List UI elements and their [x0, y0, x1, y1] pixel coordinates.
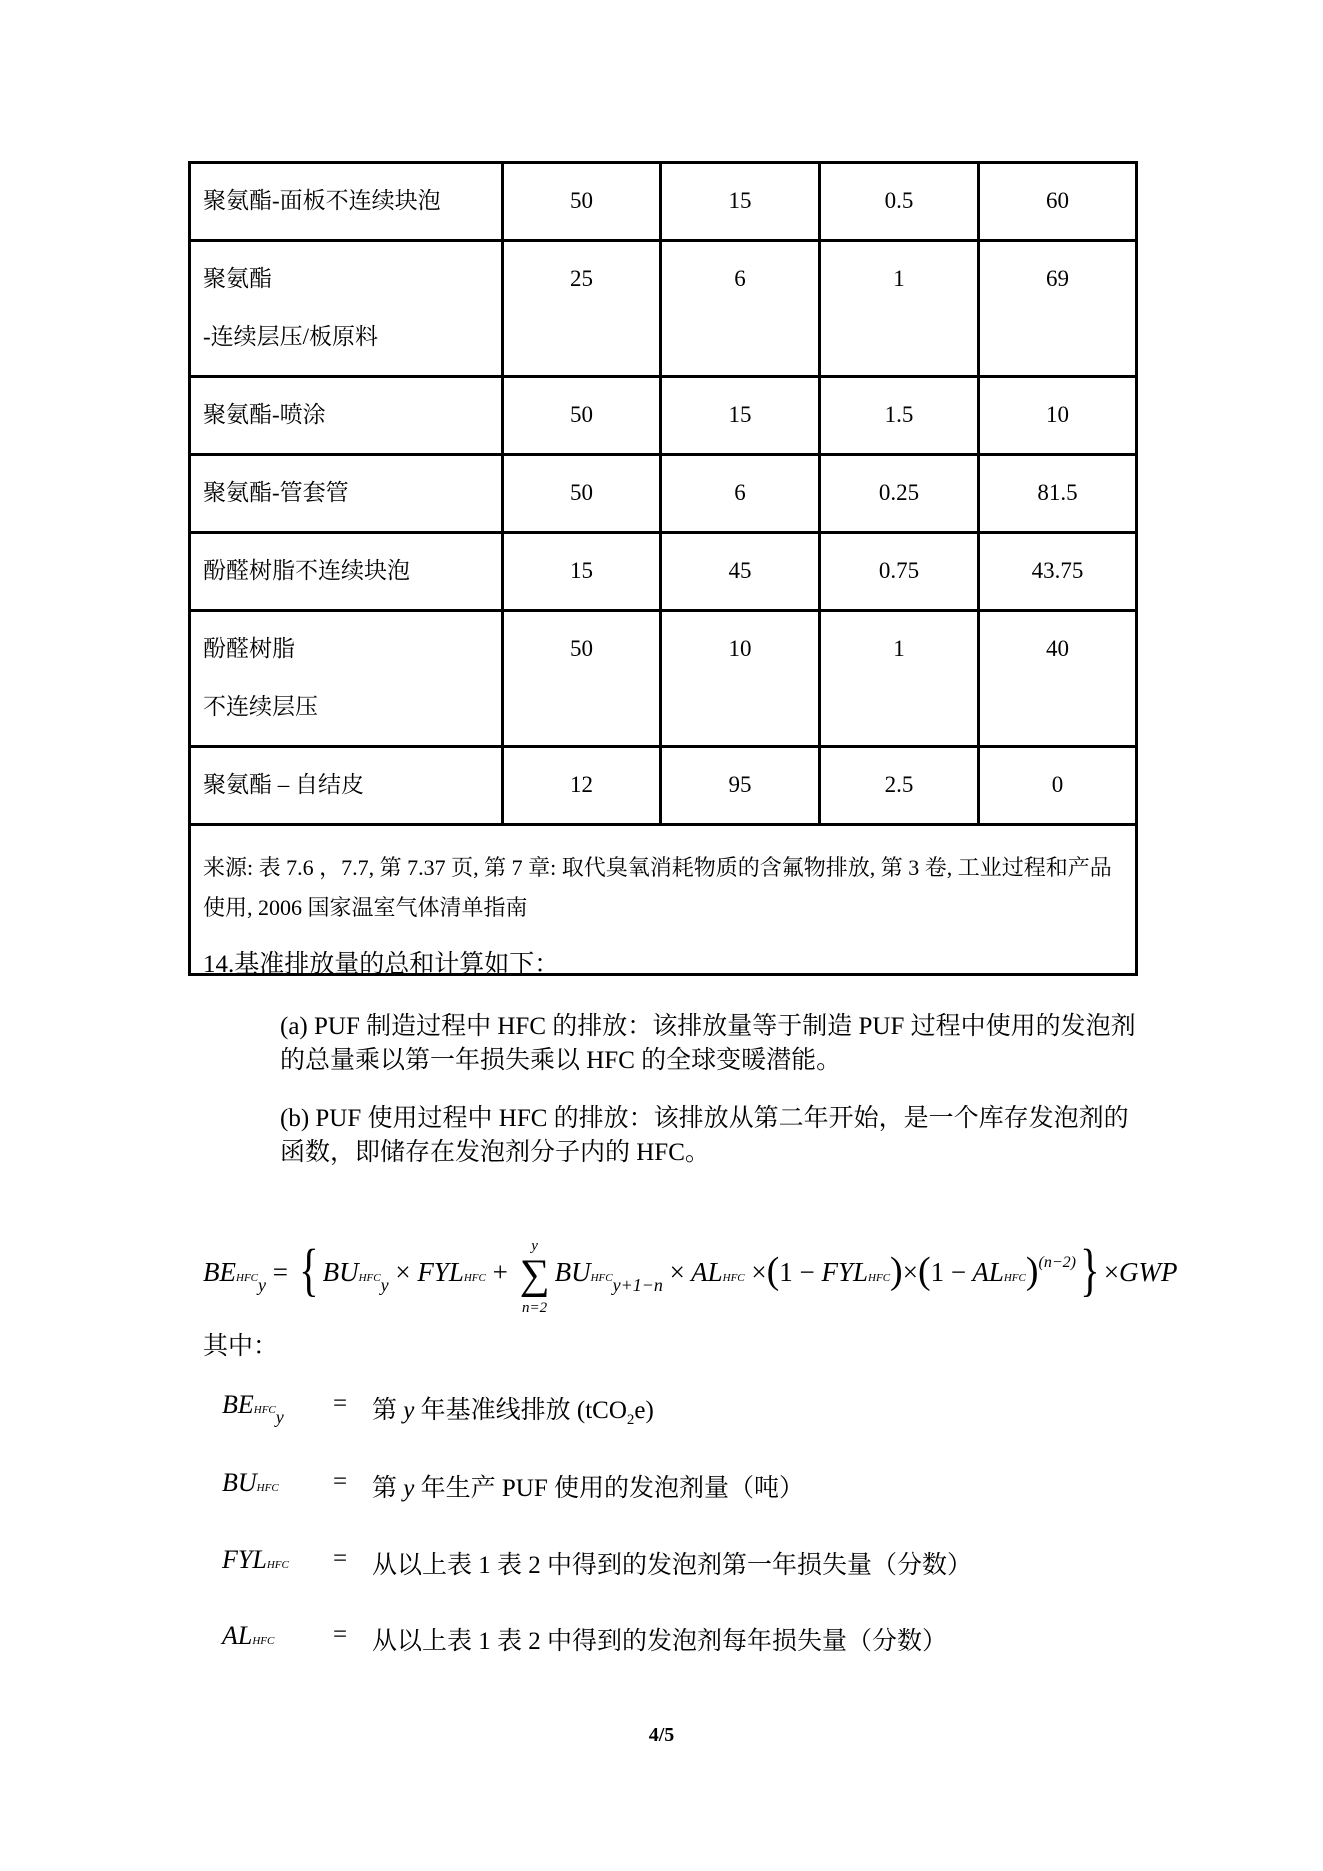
section-14-heading: 14.基准排放量的总和计算如下： — [203, 951, 560, 978]
definition-description: 从以上表 1 表 2 中得到的发泡剂每年损失量（分数） — [372, 1628, 948, 1655]
formula-fyl: FYLHFC — [821, 1257, 891, 1287]
definition-al — [222, 1621, 1122, 1661]
definition-equals: = — [333, 1545, 348, 1572]
table-cell-value: 50 — [503, 455, 661, 533]
formula-times: × — [902, 1257, 918, 1287]
definition-symbol: BUHFC — [222, 1468, 279, 1497]
formula-be: $BEHFC_y$ — [203, 1257, 266, 1295]
table-cell-value: 2.5 — [820, 747, 979, 825]
table-cell-value: 15 — [661, 163, 820, 241]
right-brace: } — [1080, 1237, 1100, 1302]
table-cell-value: 0.5 — [820, 163, 979, 241]
table-cell-value: 50 — [503, 377, 661, 455]
left-paren: ( — [766, 1250, 780, 1292]
definition-description: 第 y 年生产 PUF 使用的发泡剂量（吨） — [372, 1475, 804, 1502]
table-cell-foam-type: 聚氨酯-面板不连续块泡 — [190, 163, 503, 241]
definition-symbol: ALHFC — [222, 1621, 275, 1650]
table-row — [190, 747, 1137, 825]
definition-equals: = — [333, 1468, 348, 1495]
table-cell-foam-type: 聚氨酯-喷涂 — [190, 377, 503, 455]
table-cell-value: 15 — [503, 533, 661, 611]
table-cell-value: 40 — [979, 611, 1137, 747]
table-cell-value: 69 — [979, 241, 1137, 377]
formula-one-minus: 1 − — [930, 1257, 967, 1287]
table-cell-value: 25 — [503, 241, 661, 377]
table-cell-value: 1 — [820, 611, 979, 747]
formula-one-minus: 1 − — [779, 1257, 815, 1287]
table-cell-value: 10 — [661, 611, 820, 747]
definition-description: 从以上表 1 表 2 中得到的发泡剂第一年损失量（分数） — [372, 1552, 973, 1579]
left-paren: ( — [917, 1250, 931, 1292]
table-cell-value: 0 — [979, 747, 1137, 825]
where-label: 其中： — [203, 1333, 279, 1360]
table-row — [190, 163, 1137, 241]
formula-fyl: FYLHFC — [417, 1257, 486, 1287]
table-cell-value: 50 — [503, 163, 661, 241]
table-cell-value: 12 — [503, 747, 661, 825]
formula-bu: $BUHFC_y$ — [322, 1257, 389, 1295]
definition-symbol: $BEHFC_y$ — [222, 1390, 284, 1427]
formula-times: × — [669, 1257, 685, 1287]
table-cell-value: 81.5 — [979, 455, 1137, 533]
table-cell-value: 6 — [661, 241, 820, 377]
table-cell-value: 45 — [661, 533, 820, 611]
table-cell-foam-type: 聚氨酯-管套管 — [190, 455, 503, 533]
formula-plus: + — [492, 1257, 508, 1287]
table-row — [190, 455, 1137, 533]
definition-symbol: FYLHFC — [222, 1545, 289, 1574]
table-cell-value: 1.5 — [820, 377, 979, 455]
table-cell-foam-type: 聚氨酯 – 自结皮 — [190, 747, 503, 825]
formula-times: × — [751, 1257, 767, 1287]
table-cell-value: 0.75 — [820, 533, 979, 611]
definition-fyl — [222, 1545, 1122, 1585]
baseline-emission-formula — [203, 1206, 1178, 1316]
table-row — [190, 533, 1137, 611]
table-cell-value: 6 — [661, 455, 820, 533]
formula-bu-lag: $BUHFC_{y+1-n}$ — [554, 1257, 663, 1295]
definition-description: 第 y 年基准线排放 (tCO$_2$e) — [372, 1397, 654, 1428]
table-cell-value: 95 — [661, 747, 820, 825]
page-number: 4/5 — [648, 1724, 675, 1746]
formula-times: × — [395, 1257, 411, 1287]
blowing-agent-loss-table — [188, 161, 1138, 976]
definition-equals: = — [333, 1621, 348, 1648]
table-cell-value: 43.75 — [979, 533, 1137, 611]
formula-al: ALHFC — [972, 1257, 1026, 1287]
formula-equals: = — [272, 1257, 288, 1287]
right-paren: ) — [1025, 1250, 1039, 1292]
formula-al: ALHFC — [691, 1257, 745, 1287]
summation-symbol: y ∑ n=2 — [519, 1237, 550, 1316]
section-14-item-a: (a) PUF 制造过程中 HFC 的排放：该排放量等于制造 PUF 过程中使用的发泡剂的总量乘以第一年损失乘以 HFC 的全球变暖潜能。 — [280, 1013, 1136, 1074]
table-cell-value: 10 — [979, 377, 1137, 455]
table-row — [190, 611, 1137, 747]
table-row — [190, 241, 1137, 377]
table-cell-value: 50 — [503, 611, 661, 747]
table-cell-foam-type: 酚醛树脂 不连续层压 — [190, 611, 503, 747]
table-source-note: 来源: 表 7.6 ，7.7, 第 7.37 页, 第 7 章: 取代臭氧消耗物质的含氟物排放, 第 3 卷, 工业过程和产品使用, 2006 国家温室气体清单指南 — [190, 825, 1137, 975]
right-paren: ) — [890, 1250, 903, 1292]
table-cell-foam-type: 酚醛树脂不连续块泡 — [190, 533, 503, 611]
definition-bu — [222, 1468, 1122, 1508]
formula-times: × — [1103, 1257, 1120, 1287]
table-cell-foam-type: 聚氨酯 -连续层压/板原料 — [190, 241, 503, 377]
table-cell-value: 0.25 — [820, 455, 979, 533]
left-brace: { — [298, 1237, 319, 1302]
formula-exponent: (n−2) — [1038, 1254, 1076, 1271]
definition-be — [222, 1390, 1122, 1430]
formula-gwp: GWP — [1119, 1257, 1178, 1287]
definition-equals: = — [333, 1390, 348, 1417]
table-cell-value: 60 — [979, 163, 1137, 241]
table-cell-value: 1 — [820, 241, 979, 377]
table-cell-value: 15 — [661, 377, 820, 455]
section-14-item-b: (b) PUF 使用过程中 HFC 的排放：该排放从第二年开始，是一个库存发泡剂的函数，即储存在发泡剂分子内的 HFC。 — [280, 1105, 1129, 1166]
table-row — [190, 377, 1137, 455]
